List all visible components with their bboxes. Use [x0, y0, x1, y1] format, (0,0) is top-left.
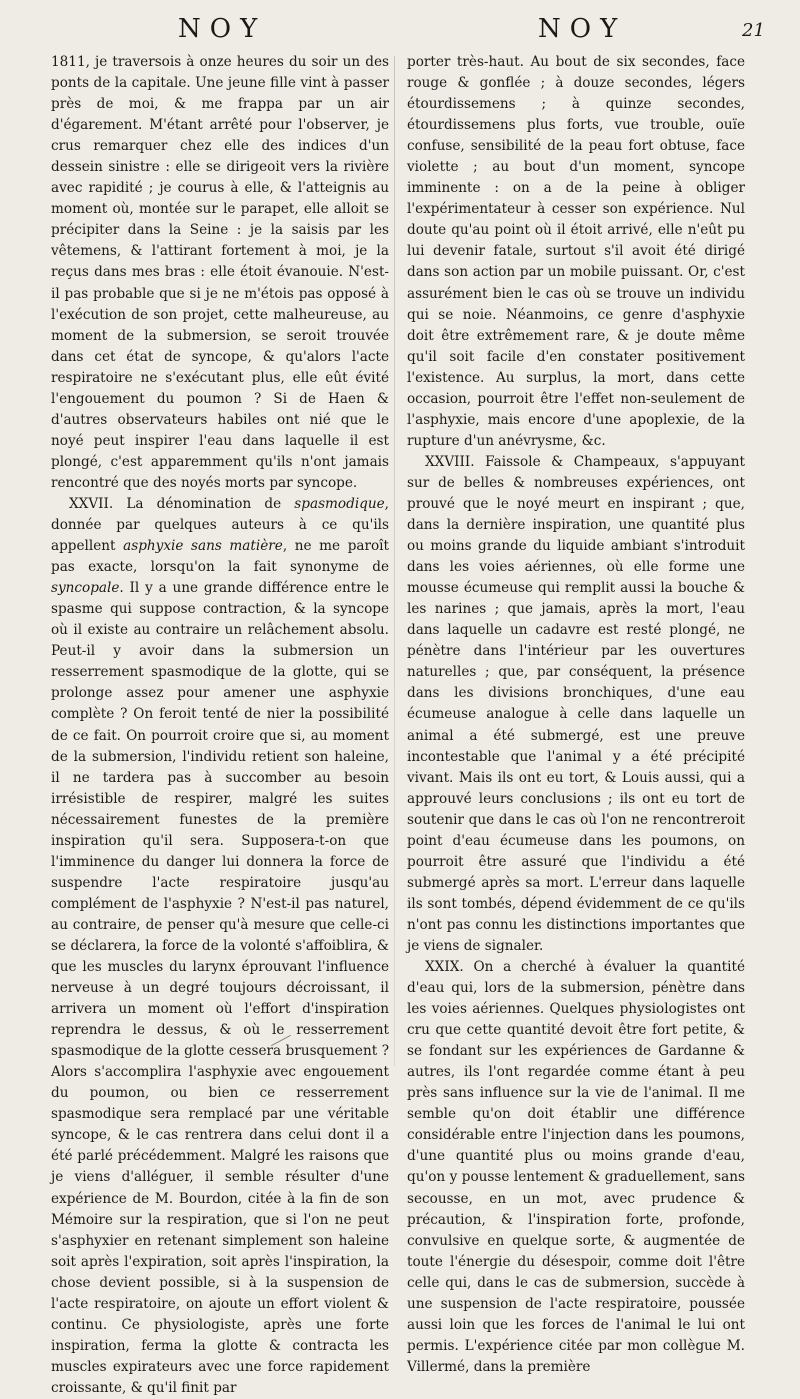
- term-asphyxie: asphyxie sans matière: [123, 538, 283, 555]
- left-column: [51, 52, 389, 1396]
- paragraph-xxvii-mid2: , ne me paroît pas exacte, lorsqu'on la fait synonyme de: [51, 538, 389, 576]
- paragraph-xxvii-mid1: , donnée par quelques auteurs à ce qu'ils appellent: [51, 495, 389, 555]
- term-spasmodique: spasmodique: [294, 495, 385, 512]
- paragraph-xxvii: [51, 494, 389, 1399]
- page-number: 21: [742, 20, 765, 41]
- paragraph-left-1: 1811, je traversois à onze heures du soir un des ponts de la capitale. Une jeune fille vint à passer près de moi, & me frappa par un air d'égarement. M'étant arrêté pour l'observer, je crus remarquer chez elle des indices d'un dessein sinistre : elle se dirigeoit vers la rivière avec rapidité ; je courus à elle, & l'atteignis au moment où, montée sur le parapet, elle alloit se précipiter dans la Seine : je la saisis par les vêtemens, & l'attirant fortement à moi, je la reçus dans mes bras : elle étoit évanouie. N'est-il pas probable que si je ne m'étois pas opposé à l'exécution de son projet, cette malheureuse, au moment de la submersion, se seroit trouvée dans cet état de syncope, & qu'alors l'acte respiratoire ne s'exécutant plus, elle eût évité l'engouement du poumon ? Si de Haen & d'autres observateurs habiles ont nié que le noyé peut inspirer l'eau dans laquelle il est plongé, c'est apparemment qu'ils n'ont jamais rencontré que des noyés morts par syncope.: [51, 54, 389, 491]
- column-divider: [394, 56, 395, 1066]
- paragraph-xxviii: XXVIII. Faissole & Champeaux, s'appuyant sur de belles & nombreuses expériences, ont prouvé que le noyé meurt en inspirant ; que, dans la dernière inspiration, une quantité plus ou moins grande du liquide ambiant s'introduit dans les voies aériennes, où elle forme une mousse écumeuse qui remplit aussi la bouche & les narines ; que jamais, après la mort, l'eau dans laquelle un cadavre est resté plongé, ne pénètre dans l'intérieur par les ouvertures naturelles ; que, par conséquent, la présence dans les divisions bronchiques, d'une eau écumeuse analogue à celle dans laquelle un animal a été submergé, est une preuve incontestable que l'animal y a été précipité vivant. Mais ils ont eu tort, & Louis aussi, qui a approuvé leurs conclusions ; ils ont eu tort de soutenir que dans le cas où l'on ne rencontreroit point d'eau écumeuse dans les poumons, on pourroit être assuré que l'individu a été submergé après sa mort. L'erreur dans laquelle ils sont tombés, dépend évidemment de ce qu'ils n'ont pas connu les distinctions importantes que je viens de signaler.: [407, 453, 745, 954]
- running-head: [0, 14, 800, 48]
- right-column: [407, 52, 745, 1375]
- running-head-right: NOY: [538, 14, 627, 44]
- paragraph-right-1: porter très-haut. Au bout de six secondes, face rouge & gonflée ; à douze secondes, légers étourdissemens ; à quinze secondes, étourdissemens plus forts, vue trouble, ouïe confuse, sensibilité de la peau fort obtuse, face violette ; au bout d'un moment, syncope imminente : on a de la peine à obliger l'expérimentateur à cesser son expérience. Nul doute qu'au point où il étoit arrivé, elle n'eût pu lui devenir fatale, surtout s'il avoit été dirigé dans son action par un mobile puissant. Or, c'est assurément bien le cas où se trouve un individu qui se noie. Néanmoins, ce genre d'asphyxie doit être extrêmement rare, & je doute même qu'il soit facile d'en constater positivement l'existence. Au surplus, la mort, dans cette occasion, pourroit être l'effet non-seulement de l'asphyxie, mais encore d'une apoplexie, de la rupture d'un anévrysme, &c.: [407, 54, 745, 449]
- running-head-left: NOY: [178, 14, 267, 44]
- term-syncopale: syncopale: [51, 580, 120, 597]
- paragraph-xxix: XXIX. On a cherché à évaluer la quantité d'eau qui, lors de la submersion, pénètre dans les voies aériennes. Quelques physiologistes ont cru que cette quantité devoit être fort petite, & se fondant sur les expériences de Gardanne & autres, ils l'ont regardée comme étant à peu près sans influence sur la vie de l'animal. Il me semble qu'on doit établir une différence considérable entre l'injection dans les poumons, d'une quantité plus ou moins grande d'eau, qu'on y pousse lentement & graduellement, sans secousse, en un mot, avec prudence & précaution, & l'inspiration forte, profonde, convulsive en quelque sorte, & augmentée de toute l'énergie du désespoir, comme doit l'être celle qui, dans le cas de submersion, succède à une suspension de l'acte respiratoire, poussée aussi loin que les forces de l'animal le lui ont permis. L'expérience citée par mon collègue M. Villermé, dans la première: [407, 959, 745, 1375]
- paragraph-xxvii-rest: . Il y a une grande différence entre le spasme qui suppose contraction, & la syncope où il existe au contraire un relâchement absolu. Peut-il y avoir dans la submersion un resserrement spasmodique de la glotte, qui se prolonge assez pour amener une asphyxie complète ? On feroit tenté de nier la possibilité de ce fait. On pourroit croire que si, au moment de la submersion, l'individu retient son haleine, il ne tardera pas à succomber au besoin irrésistible de respirer, malgré les suites nécessairement funestes de la première inspiration qu'il sera. Supposera-t-on que l'imminence du danger lui donnera la force de suspendre l'acte respiratoire jusqu'au complément de l'asphyxie ? N'est-il pas naturel, au contraire, de penser qu'à mesure que celle-ci se déclarera, la force de la volonté s'affoiblira, & que les muscles du larynx éprouvant l'influence nerveuse à un degré toujours décroissant, il arrivera un moment où l'effort d'inspiration reprendra le dessus, & où le resserrement spasmodique de la glotte cessera brusquement ? Alors s'accomplira l'asphyxie avec engouement du poumon, ou bien ce resserrement spasmodique sera remplacé par une véritable syncope, & le cas rentrera dans celui dont il a été parlé précédemment. Malgré les raisons que je viens d'alléguer, il semble résulter d'une expérience de M. Bourdon, citée à la fin de son Mémoire sur la respiration, que si l'on ne peut s'asphyxier en retenant simplement son haleine soit après l'expiration, soit après l'inspiration, la chose devient possible, si à la suspension de l'acte respiratoire, on ajoute un effort violent & continu. Ce physiologiste, après une forte inspiration, ferma la glotte & contracta les muscles expirateurs avec une force rapidement croissante, & qu'il finit par: [51, 580, 389, 1396]
- paragraph-xxvii-lead: XXVII. La dénomination de: [69, 495, 295, 512]
